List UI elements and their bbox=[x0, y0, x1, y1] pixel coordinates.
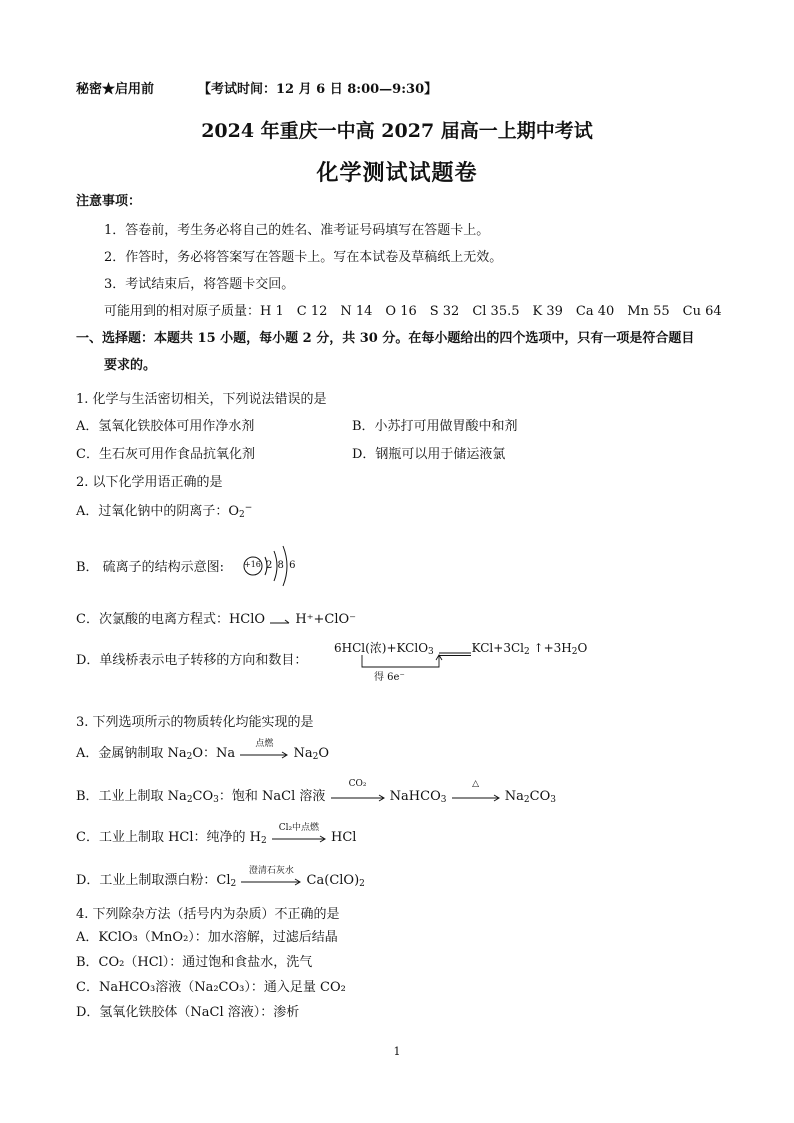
reaction-arrow-icon: Cl₂中点燃 bbox=[271, 833, 327, 843]
q1-option-d: D．钢瓶可以用于储运液氯 bbox=[352, 447, 506, 462]
q4-option-c: C．NaHCO₃溶液（Na₂CO₃）：通入足量 CO₂ bbox=[76, 980, 346, 995]
q4-stem: 4. 下列除杂方法（括号内为杂质）不正确的是 bbox=[76, 907, 340, 922]
q2-stem: 2. 以下化学用语正确的是 bbox=[76, 475, 223, 490]
q1-option-a: A．氢氧化铁胶体可用作净水剂 bbox=[76, 419, 255, 434]
q1-option-c: C．生石灰可用作食品抗氧化剂 bbox=[76, 447, 255, 462]
page-number: 1 bbox=[393, 1045, 401, 1058]
q2-option-c: C．次氯酸的电离方程式：HClO H⁺+ClO⁻ bbox=[76, 612, 357, 627]
atomic-mass-line: 可能用到的相对原子质量：H 1 C 12 N 14 O 16 S 32 Cl 35.5 K 39 Ca 40 Mn 55 Cu 64 bbox=[104, 304, 722, 319]
notice-heading: 注意事项： bbox=[76, 194, 142, 209]
q1-stem: 1. 化学与生活密切相关，下列说法错误的是 bbox=[76, 392, 327, 407]
q3-option-d: D．工业上制取漂白粉：$Cl_2$ 澄清石灰水 $Ca(ClO)_2$ bbox=[76, 865, 365, 889]
reaction-arrow-icon: 澄清石灰水 bbox=[240, 876, 302, 886]
sulfur-ion-diagram bbox=[242, 538, 302, 594]
q2-option-b: B． 硫离子的结构示意图: bbox=[76, 560, 225, 575]
q4-option-b: B．CO₂（HCl）：通过饱和食盐水，洗气 bbox=[76, 955, 313, 970]
redox-equation: 6HCl(浓)+KClO$_3$ $KCl+3Cl_2$ $↑+3H_2O$ bbox=[334, 641, 588, 657]
exam-title: 2024 年重庆一中高 2027 届高一上期中考试 bbox=[201, 120, 593, 142]
electron-transfer-label: 得 6e⁻ bbox=[374, 672, 405, 683]
single-bridge-equation bbox=[330, 637, 600, 681]
electron-transfer-bridge bbox=[330, 637, 600, 681]
q4-option-d: D．氢氧化铁胶体（NaCl 溶液）：渗析 bbox=[76, 1005, 300, 1020]
q3-option-c: C．工业上制取 HCl：纯净的 $H_2$ Cl₂中点燃 HCl bbox=[76, 822, 357, 846]
exam-subtitle: 化学测试试题卷 bbox=[316, 160, 478, 186]
reaction-arrow-icon: 点燃 bbox=[239, 749, 289, 759]
notice-item-1: 1．答卷前，考生务必将自己的姓名、准考证号码填写在答题卡上。 bbox=[104, 223, 490, 238]
reaction-arrow-icon: CO₂ bbox=[330, 792, 386, 802]
q1-option-b: B．小苏打可用做胃酸中和剂 bbox=[352, 419, 518, 434]
q3-option-b: B．工业上制取 $Na_2CO_3$：饱和 NaCl 溶液 CO₂ NaHCO$_3$ △ $Na_2CO_3$ bbox=[76, 778, 556, 805]
q3-stem: 3. 下列选项所示的物质转化均能实现的是 bbox=[76, 715, 314, 730]
section-one-instructions-cont: 要求的。 bbox=[104, 358, 157, 373]
q3-option-a: A．金属钠制取 $Na_2O$：Na 点燃 $Na_2O$ bbox=[76, 738, 330, 762]
q2-option-d: D．单线桥表示电子转移的方向和数目： bbox=[76, 653, 308, 668]
reversible-arrow-icon bbox=[269, 616, 291, 624]
electron-shells: 2 8 6 bbox=[266, 560, 297, 571]
section-one-instructions: 一、选择题：本题共 15 小题，每小题 2 分，共 30 分。在每小题给出的四个选项中，只有一项是符合题目 bbox=[76, 331, 695, 346]
secret-label: 秘密★启用前 bbox=[76, 82, 155, 97]
q2-option-a: A．过氧化钠中的阴离子：$O_2^-$ bbox=[76, 503, 253, 520]
gas-arrow-icon: ↑ bbox=[533, 641, 544, 655]
exam-time: 【考试时间：12 月 6 日 8:00—9:30】 bbox=[198, 82, 438, 97]
q4-option-a: A．KClO₃（MnO₂）：加水溶解，过滤后结晶 bbox=[76, 930, 338, 945]
notice-item-2: 2．作答时，务必将答案写在答题卡上。写在本试卷及草稿纸上无效。 bbox=[104, 250, 503, 265]
notice-item-3: 3．考试结束后，将答题卡交回。 bbox=[104, 277, 295, 292]
reaction-arrow-icon: △ bbox=[451, 792, 501, 802]
nucleus-charge: +16 bbox=[244, 560, 261, 569]
